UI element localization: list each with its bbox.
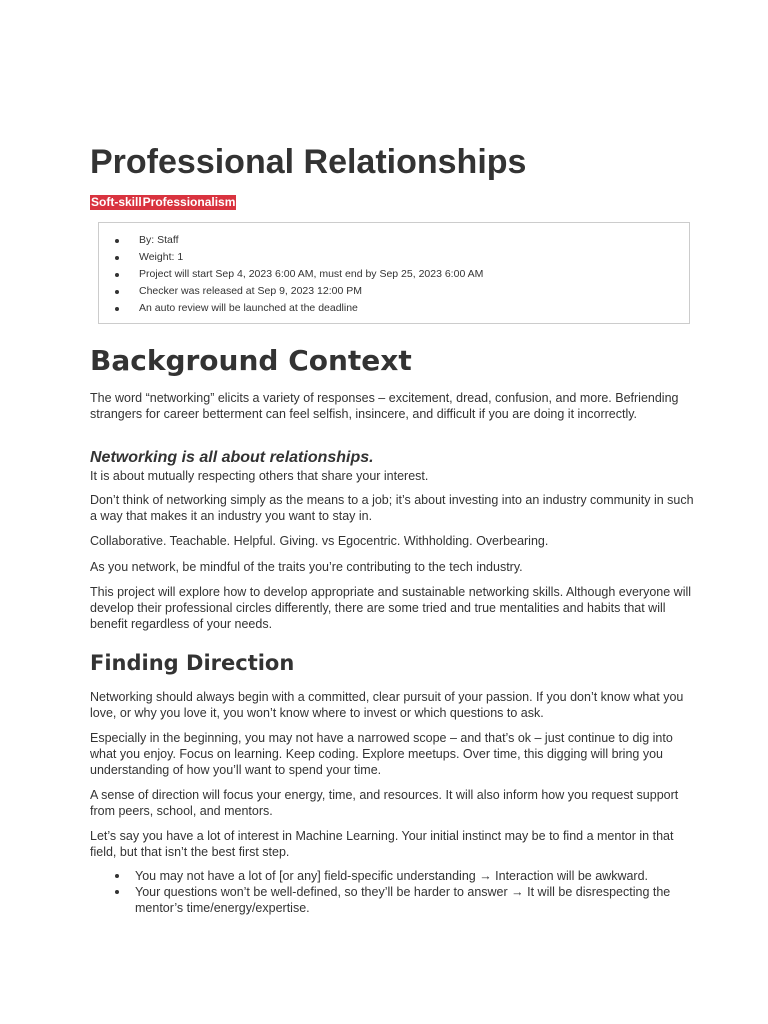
meta-author: By: Staff bbox=[99, 232, 483, 249]
meta-schedule: Project will start Sep 4, 2023 6:00 AM, must end by Sep 25, 2023 6:00 AM bbox=[99, 266, 483, 283]
finding-direction-heading: Finding Direction bbox=[90, 651, 295, 675]
background-context-heading: Background Context bbox=[90, 344, 412, 377]
background-paragraph-2: Don’t think of networking simply as the means to a job; it’s about investing into an industry community in such a way that makes it an industry you want to stay in. bbox=[90, 493, 694, 523]
background-paragraph-1: It is about mutually respecting others that share your interest. bbox=[90, 469, 429, 483]
meta-weight: Weight: 1 bbox=[99, 249, 483, 266]
meta-checker-release: Checker was released at Sep 9, 2023 12:00 PM bbox=[99, 283, 483, 300]
networking-subheading: Networking is all about relationships. bbox=[90, 449, 374, 466]
direction-paragraph-2: Especially in the beginning, you may not have a narrowed scope – and that’s ok – just continue to dig into what you enjoy. Focus on learning. Keep coding. Explore meetups. Over time, this digging will bring you understanding of how you’ll want to spend your time. bbox=[90, 731, 673, 777]
project-meta-list bbox=[99, 232, 483, 317]
tag-soft-skill[interactable]: Soft-skill bbox=[91, 195, 142, 209]
meta-auto-review: An auto review will be launched at the deadline bbox=[99, 300, 483, 317]
direction-paragraph-4: Let’s say you have a lot of interest in Machine Learning. Your initial instinct may be to find a mentor in that field, but that isn’t the best first step. bbox=[90, 829, 674, 859]
background-intro: The word “networking” elicits a variety of responses – excitement, dread, confusion, and more. Befriending strangers for career betterment can feel selfish, insincere, and difficult if you are doing it incorrectly. bbox=[90, 391, 679, 421]
page-title: Professional Relationships bbox=[90, 143, 527, 181]
tag-list bbox=[90, 195, 236, 210]
background-paragraph-5: This project will explore how to develop appropriate and sustainable networking skills. Although everyone will develop their professional circles differently, there are some tried and true mentalities and habits that will benefit regardless of your needs. bbox=[90, 585, 692, 631]
tag-professionalism[interactable]: Professionalism bbox=[142, 195, 236, 209]
background-paragraph-4: As you network, be mindful of the traits you’re contributing to the tech industry. bbox=[90, 560, 523, 574]
background-paragraph-3: Collaborative. Teachable. Helpful. Giving. vs Egocentric. Withholding. Overbearing. bbox=[90, 534, 549, 548]
list-item: Your questions won’t be well-defined, so they’ll be harder to answer → It will be disrespecting the mentor’s time/energy/expertise. bbox=[90, 884, 694, 916]
direction-paragraph-1: Networking should always begin with a committed, clear pursuit of your passion. If you don’t know what you love, or why you love it, you won’t know where to invest or which questions to ask. bbox=[90, 690, 684, 720]
direction-bullet-list bbox=[90, 868, 694, 916]
direction-paragraph-3: A sense of direction will focus your energy, time, and resources. It will also inform how you request support from peers, school, and mentors. bbox=[90, 788, 679, 818]
project-meta-box bbox=[98, 222, 690, 324]
list-item: You may not have a lot of [or any] field-specific understanding → Interaction will be awkward. bbox=[90, 868, 694, 884]
